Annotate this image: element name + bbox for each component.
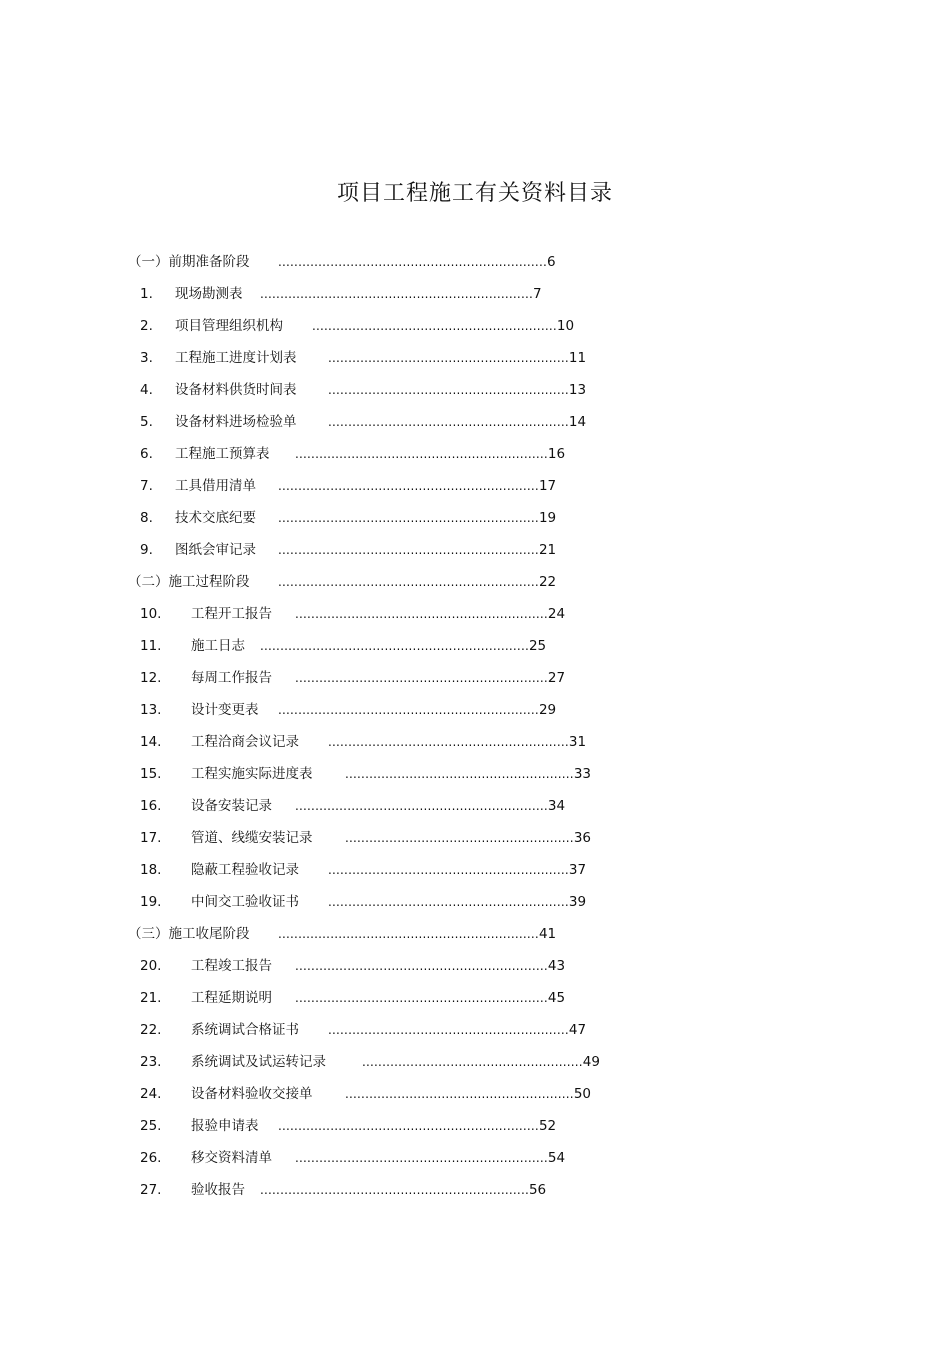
- entry-number: 20.: [140, 958, 162, 974]
- entry-number: 6.: [140, 446, 153, 462]
- leader-dots: .................................................................: [278, 1119, 539, 1133]
- leader-dots: .................................................................: [278, 927, 539, 941]
- entry-label: 工程施工预算表: [175, 446, 270, 462]
- dot-leader: [278, 504, 556, 532]
- dot-leader: [278, 920, 556, 948]
- leader-dots: .................................................................: [278, 703, 539, 717]
- entry-label: 工具借用清单: [175, 478, 256, 494]
- entry-label: 项目管理组织机构: [175, 318, 283, 334]
- toc-section[interactable]: [0, 248, 950, 280]
- dot-leader: [345, 824, 591, 852]
- dot-leader: [295, 440, 565, 468]
- leader-dots: ............................................................: [328, 383, 569, 397]
- leader-dots: ............................................................: [328, 895, 569, 909]
- entry-label: 设备材料供货时间表: [175, 382, 297, 398]
- entry-number: 17.: [140, 830, 162, 846]
- leader-dots: .............................................................: [312, 319, 557, 333]
- leader-dots: ...............................................................: [295, 1151, 548, 1165]
- entry-number: 5.: [140, 414, 153, 430]
- dot-leader: [278, 696, 556, 724]
- toc-section[interactable]: [0, 920, 950, 952]
- table-of-contents: [0, 248, 950, 1208]
- dot-leader: [328, 728, 586, 756]
- dot-leader: [278, 536, 556, 564]
- entry-number: 24.: [140, 1086, 162, 1102]
- entry-number: 16.: [140, 798, 162, 814]
- entry-page-number: 39: [568, 894, 587, 910]
- entry-label: 移交资料清单: [191, 1150, 272, 1166]
- entry-page-number: 29: [538, 702, 557, 718]
- entry-page-number: 50: [573, 1086, 592, 1102]
- leader-dots: ...................................................................: [260, 1183, 529, 1197]
- entry-number: 9.: [140, 542, 153, 558]
- entry-page-number: 34: [547, 798, 566, 814]
- entry-label: 管道、线缆安装记录: [191, 830, 313, 846]
- leader-dots: ....................................................................: [260, 287, 533, 301]
- entry-number: 26.: [140, 1150, 162, 1166]
- toc-entry[interactable]: [0, 824, 950, 856]
- dot-leader: [295, 792, 565, 820]
- entry-number: 13.: [140, 702, 162, 718]
- entry-label: 验收报告: [191, 1182, 245, 1198]
- leader-dots: ............................................................: [328, 863, 569, 877]
- leader-dots: .......................................................: [362, 1055, 583, 1069]
- entry-page-number: 10: [556, 318, 575, 334]
- leader-dots: ...................................................................: [278, 255, 547, 269]
- dot-leader: [278, 472, 556, 500]
- entry-label: 报验申请表: [191, 1118, 259, 1134]
- entry-page-number: 7: [532, 286, 542, 302]
- entry-page-number: 21: [538, 542, 557, 558]
- leader-dots: .................................................................: [278, 479, 539, 493]
- toc-entry[interactable]: [0, 856, 950, 888]
- entry-label: 设备安装记录: [191, 798, 272, 814]
- entry-number: 19.: [140, 894, 162, 910]
- entry-label: 设计变更表: [191, 702, 259, 718]
- toc-entry[interactable]: [0, 632, 950, 664]
- entry-label: （二）施工过程阶段: [128, 574, 250, 590]
- dot-leader: [295, 1144, 565, 1172]
- toc-entry[interactable]: [0, 984, 950, 1016]
- entry-number: 10.: [140, 606, 162, 622]
- entry-label: 工程施工进度计划表: [175, 350, 297, 366]
- dot-leader: [278, 1112, 556, 1140]
- toc-entry[interactable]: [0, 760, 950, 792]
- entry-page-number: 36: [573, 830, 592, 846]
- entry-label: 工程开工报告: [191, 606, 272, 622]
- entry-number: 4.: [140, 382, 153, 398]
- entry-page-number: 31: [568, 734, 587, 750]
- entry-label: （三）施工收尾阶段: [128, 926, 250, 942]
- entry-label: （一）前期准备阶段: [128, 254, 250, 270]
- entry-page-number: 41: [538, 926, 557, 942]
- entry-number: 18.: [140, 862, 162, 878]
- toc-entry[interactable]: [0, 1112, 950, 1144]
- toc-entry[interactable]: [0, 536, 950, 568]
- entry-page-number: 13: [568, 382, 587, 398]
- toc-entry[interactable]: [0, 952, 950, 984]
- entry-page-number: 11: [568, 350, 587, 366]
- entry-number: 1.: [140, 286, 153, 302]
- entry-label: 工程延期说明: [191, 990, 272, 1006]
- entry-page-number: 33: [573, 766, 592, 782]
- entry-label: 系统调试合格证书: [191, 1022, 299, 1038]
- entry-page-number: 45: [547, 990, 566, 1006]
- entry-page-number: 25: [528, 638, 547, 654]
- entry-label: 现场勘测表: [175, 286, 243, 302]
- entry-page-number: 47: [568, 1022, 587, 1038]
- leader-dots: ...............................................................: [295, 799, 548, 813]
- leader-dots: ...................................................................: [260, 639, 529, 653]
- dot-leader: [345, 1080, 591, 1108]
- entry-page-number: 19: [538, 510, 557, 526]
- toc-entry[interactable]: [0, 664, 950, 696]
- entry-number: 21.: [140, 990, 162, 1006]
- entry-label: 设备材料进场检验单: [175, 414, 297, 430]
- toc-entry[interactable]: [0, 1080, 950, 1112]
- toc-entry[interactable]: [0, 728, 950, 760]
- entry-page-number: 37: [568, 862, 587, 878]
- entry-number: 23.: [140, 1054, 162, 1070]
- toc-entry[interactable]: [0, 1176, 950, 1208]
- entry-number: 15.: [140, 766, 162, 782]
- dot-leader: [345, 760, 591, 788]
- leader-dots: .........................................................: [345, 767, 574, 781]
- toc-entry[interactable]: [0, 376, 950, 408]
- leader-dots: ............................................................: [328, 1023, 569, 1037]
- entry-label: 图纸会审记录: [175, 542, 256, 558]
- entry-page-number: 49: [582, 1054, 600, 1070]
- leader-dots: ...............................................................: [295, 959, 548, 973]
- entry-number: 7.: [140, 478, 153, 494]
- toc-section[interactable]: [0, 568, 950, 600]
- toc-entry[interactable]: [0, 792, 950, 824]
- entry-page-number: 22: [538, 574, 557, 590]
- entry-page-number: 52: [538, 1118, 557, 1134]
- toc-entry[interactable]: [0, 280, 950, 312]
- entry-page-number: 54: [547, 1150, 566, 1166]
- leader-dots: .................................................................: [278, 543, 539, 557]
- leader-dots: ...............................................................: [295, 447, 548, 461]
- leader-dots: .........................................................: [345, 1087, 574, 1101]
- entry-label: 每周工作报告: [191, 670, 272, 686]
- dot-leader: [295, 952, 565, 980]
- toc-entry[interactable]: [0, 1048, 950, 1080]
- entry-number: 11.: [140, 638, 162, 654]
- leader-dots: ............................................................: [328, 735, 569, 749]
- leader-dots: ............................................................: [328, 351, 569, 365]
- entry-page-number: 6: [546, 254, 556, 270]
- entry-number: 25.: [140, 1118, 162, 1134]
- dot-leader: [260, 280, 542, 308]
- entry-label: 工程洽商会议记录: [191, 734, 299, 750]
- dot-leader: [312, 312, 574, 340]
- entry-page-number: 27: [547, 670, 566, 686]
- entry-page-number: 43: [547, 958, 566, 974]
- toc-entry[interactable]: [0, 696, 950, 728]
- toc-entry[interactable]: [0, 344, 950, 376]
- toc-entry[interactable]: [0, 600, 950, 632]
- entry-number: 8.: [140, 510, 153, 526]
- entry-number: 22.: [140, 1022, 162, 1038]
- toc-entry[interactable]: [0, 1016, 950, 1048]
- toc-entry[interactable]: [0, 408, 950, 440]
- dot-leader: [328, 1016, 586, 1044]
- dot-leader: [295, 984, 565, 1012]
- dot-leader: [328, 408, 586, 436]
- entry-label: 设备材料验收交接单: [191, 1086, 313, 1102]
- toc-entry[interactable]: [0, 440, 950, 472]
- entry-label: 系统调试及试运转记录: [191, 1054, 326, 1070]
- leader-dots: ............................................................: [328, 415, 569, 429]
- dot-leader: [328, 376, 586, 404]
- entry-number: 14.: [140, 734, 162, 750]
- toc-entry[interactable]: [0, 312, 950, 344]
- dot-leader: [362, 1048, 600, 1076]
- entry-label: 隐蔽工程验收记录: [191, 862, 299, 878]
- page-title: 项目工程施工有关资料目录: [336, 181, 613, 206]
- entry-page-number: 56: [528, 1182, 547, 1198]
- dot-leader: [328, 856, 586, 884]
- dot-leader: [295, 664, 565, 692]
- entry-page-number: 16: [547, 446, 566, 462]
- leader-dots: .................................................................: [278, 575, 539, 589]
- leader-dots: .........................................................: [345, 831, 574, 845]
- entry-label: 技术交底纪要: [175, 510, 256, 526]
- entry-label: 中间交工验收证书: [191, 894, 299, 910]
- entry-number: 12.: [140, 670, 162, 686]
- dot-leader: [260, 1176, 546, 1204]
- entry-label: 工程竣工报告: [191, 958, 272, 974]
- entry-page-number: 17: [538, 478, 557, 494]
- entry-label: 施工日志: [191, 638, 245, 654]
- entry-number: 3.: [140, 350, 153, 366]
- dot-leader: [278, 568, 556, 596]
- toc-entry[interactable]: [0, 1144, 950, 1176]
- leader-dots: ...............................................................: [295, 671, 548, 685]
- dot-leader: [260, 632, 546, 660]
- dot-leader: [328, 888, 586, 916]
- leader-dots: ...............................................................: [295, 607, 548, 621]
- dot-leader: [328, 344, 586, 372]
- toc-entry[interactable]: [0, 888, 950, 920]
- toc-entry[interactable]: [0, 504, 950, 536]
- dot-leader: [295, 600, 565, 628]
- leader-dots: .................................................................: [278, 511, 539, 525]
- entry-number: 2.: [140, 318, 153, 334]
- leader-dots: ...............................................................: [295, 991, 548, 1005]
- entry-page-number: 24: [547, 606, 566, 622]
- entry-page-number: 14: [568, 414, 587, 430]
- dot-leader: [278, 248, 556, 276]
- toc-entry[interactable]: [0, 472, 950, 504]
- entry-label: 工程实施实际进度表: [191, 766, 313, 782]
- entry-number: 27.: [140, 1182, 162, 1198]
